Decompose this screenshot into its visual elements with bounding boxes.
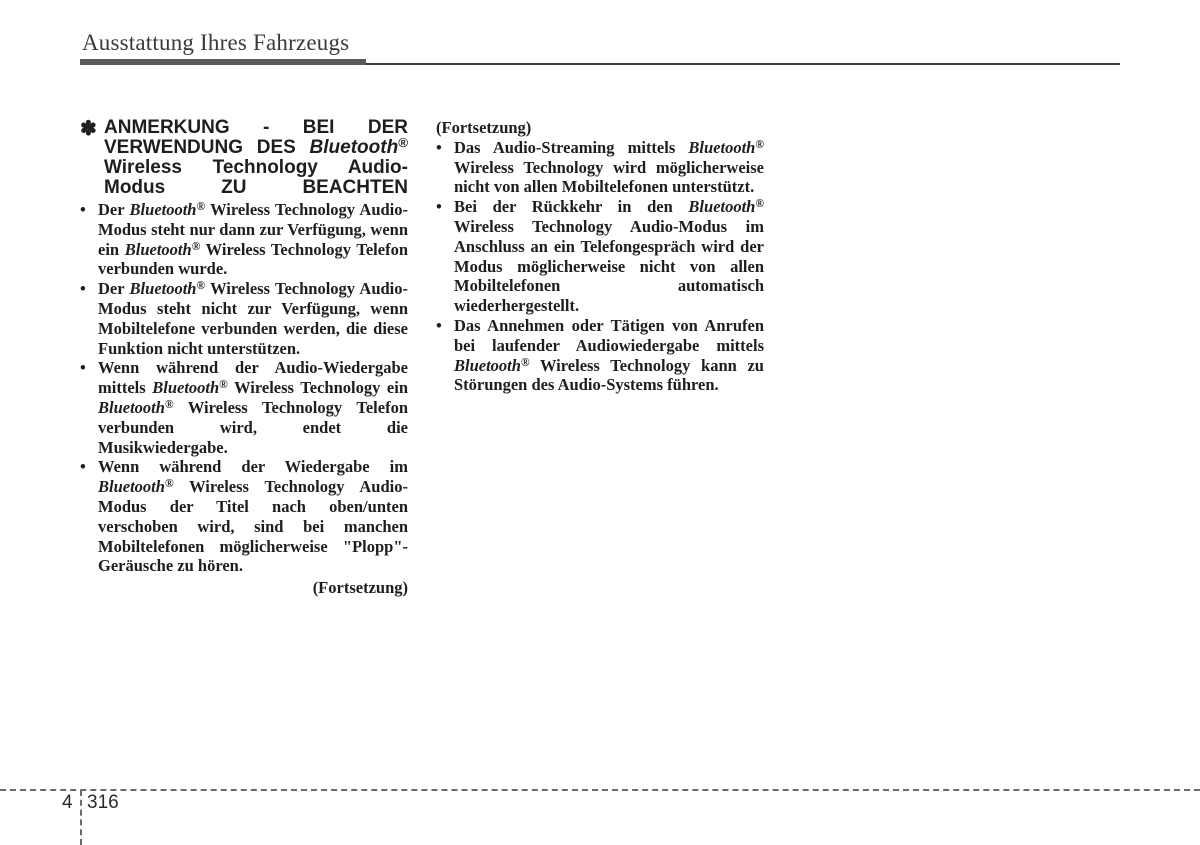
list-item: • Das Annehmen oder Tätigen von Anrufen bei laufender Audiowiedergabe mittels Bluetooth® Wireless Technology kann zu Störungen des Audio-Systems führen.: [436, 315, 764, 395]
list-item: • Das Audio-Streaming mittels Bluetooth® Wireless Technology wird möglicherweise nicht von allen Mobiltelefonen unterstützt.: [436, 137, 764, 197]
list-item: • Wenn während der Wiedergabe im Bluetooth® Wireless Technology Audio-Modus der Titel nach oben/unten verschoben wird, sind bei manchen Mobiltelefonen möglicherweise "Plopp"-Geräusche zu hören.: [80, 457, 408, 576]
page-number: 316: [87, 792, 119, 813]
footer-dashed-rule: [0, 789, 1200, 791]
list-item: • Bei der Rückkehr in den Bluetooth® Wireless Technology Audio-Modus im Anschluss an ein Telefongespräch wird der Modus möglicherweise nicht von allen Mobiltelefonen automatisch wiederhergestellt.: [436, 197, 764, 316]
continued-label-top: (Fortsetzung): [436, 118, 532, 137]
bullet-icon: •: [80, 358, 86, 378]
left-column: [80, 118, 408, 598]
bullet-icon: •: [436, 315, 442, 335]
header-rule-thick: [80, 59, 366, 65]
bullet-icon: •: [436, 197, 442, 217]
list-item: • Der Bluetooth® Wireless Technology Audio-Modus steht nur dann zur Verfügung, wenn ein Bluetooth® Wireless Technology Telefon verbunden wurde.: [80, 200, 408, 279]
left-bullet-list: [80, 200, 408, 576]
bullet-icon: •: [80, 457, 86, 477]
list-item: • Wenn während der Audio-Wiedergabe mittels Bluetooth® Wireless Technology ein Bluetooth® Wireless Technology Telefon verbunden wird, endet die Musikwiedergabe.: [80, 358, 408, 457]
bullet-icon: •: [80, 200, 86, 219]
bullet-icon: •: [436, 137, 442, 157]
list-item: • Der Bluetooth® Wireless Technology Audio-Modus steht nicht zur Verfügung, wenn Mobiltelefone verbunden werden, die diese Funktion nicht unterstützen.: [80, 279, 408, 358]
note-heading: [80, 118, 408, 198]
note-heading-text: ANMERKUNG - BEI DER VERWENDUNG DES Bluetooth® Wireless Technology Audio-Modus ZU BEACHTEN: [104, 117, 408, 198]
header-rule-thin: [366, 63, 1120, 65]
page-header-title: Ausstattung Ihres Fahrzeugs: [82, 30, 350, 55]
note-star-icon: ✽: [80, 118, 97, 140]
right-column: [436, 118, 764, 395]
bullet-icon: •: [80, 279, 86, 299]
right-bullet-list: [436, 138, 764, 395]
continued-label-bottom: (Fortsetzung): [312, 578, 408, 598]
chapter-number: 4: [62, 792, 73, 813]
footer-dashed-divider: [80, 790, 82, 845]
